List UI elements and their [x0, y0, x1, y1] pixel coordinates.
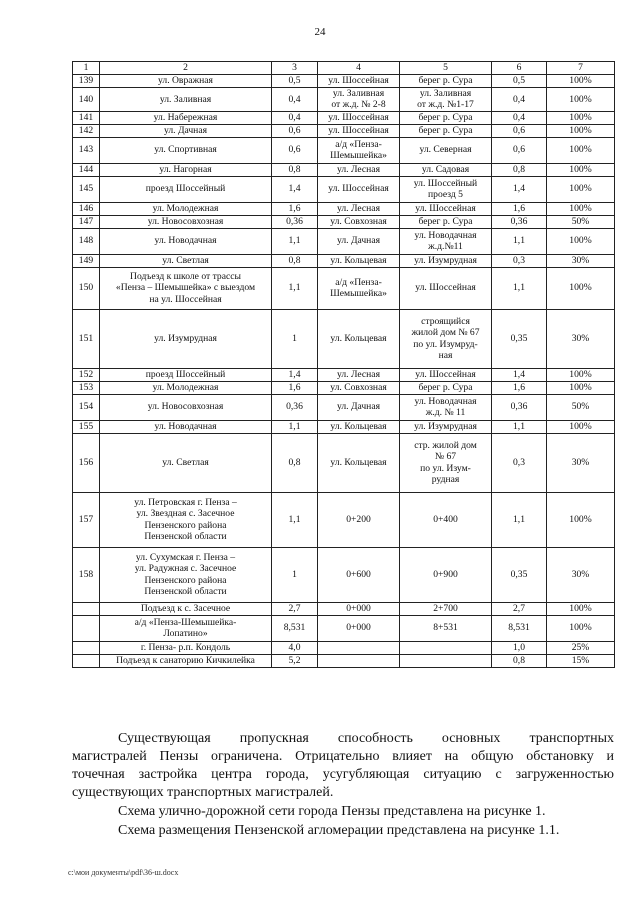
table-row — [73, 433, 615, 492]
header-cell: 3 — [272, 62, 318, 75]
table-cell-from: ул. Лесная — [318, 368, 400, 381]
table-cell-name: ул. Новосовхозная — [100, 394, 272, 420]
table-cell-num: 142 — [73, 124, 100, 137]
header-cell: 6 — [492, 62, 547, 75]
table-cell-name: ул. Сухумская г. Пенза – ул. Радужная с. Засечное Пензенского района Пензенской области — [100, 547, 272, 602]
table-cell-len: 1,1 — [272, 420, 318, 433]
table-cell-from: 0+200 — [318, 492, 400, 547]
table-cell-name: ул. Молодежная — [100, 381, 272, 394]
table-cell-from: ул. Кольцевая — [318, 433, 400, 492]
table-cell-to: 2+700 — [400, 602, 492, 615]
table-cell-pct: 100% — [547, 368, 615, 381]
table-cell-v6: 0,6 — [492, 137, 547, 163]
table-cell-from: ул. Кольцевая — [318, 254, 400, 267]
table-cell-v6: 0,3 — [492, 433, 547, 492]
table-cell-v6: 0,3 — [492, 254, 547, 267]
table-cell-from: а/д «Пенза- Шемышейка» — [318, 137, 400, 163]
page-number: 24 — [314, 26, 326, 38]
table-cell-len: 0,6 — [272, 124, 318, 137]
table-cell-len: 8,531 — [272, 615, 318, 641]
table-cell-pct: 100% — [547, 420, 615, 433]
table-cell-num: 141 — [73, 111, 100, 124]
table-row — [73, 368, 615, 381]
table-cell-name: проезд Шоссейный — [100, 176, 272, 202]
table-cell-v6: 0,4 — [492, 111, 547, 124]
table-cell-name: ул. Нагорная — [100, 163, 272, 176]
paragraph-figure-1-1: Схема размещения Пензенской агломерации представлена на рисунке 1.1. — [118, 823, 560, 838]
table-cell-name: ул. Новодачная — [100, 228, 272, 254]
table-cell-num: 154 — [73, 394, 100, 420]
table-cell-v6: 1,1 — [492, 267, 547, 309]
table-row — [73, 267, 615, 309]
table-row — [73, 75, 615, 88]
table-cell-to: берег р. Сура — [400, 124, 492, 137]
table-cell-name: ул. Изумрудная — [100, 309, 272, 368]
table-cell-num: 140 — [73, 88, 100, 112]
table-cell-to: ул. Шоссейная — [400, 368, 492, 381]
table-row — [73, 228, 615, 254]
table-cell-to: стр. жилой дом № 67 по ул. Изум- рудная — [400, 433, 492, 492]
table-cell-v6: 0,8 — [492, 654, 547, 667]
table-cell-num — [73, 602, 100, 615]
table-row — [73, 602, 615, 615]
table-row — [73, 254, 615, 267]
table-cell-num: 144 — [73, 163, 100, 176]
table-cell-num — [73, 654, 100, 667]
table-cell-len: 0,8 — [272, 163, 318, 176]
table-row — [73, 124, 615, 137]
table-cell-num: 153 — [73, 381, 100, 394]
table-cell-v6: 1,1 — [492, 492, 547, 547]
table-cell-v6: 1,6 — [492, 381, 547, 394]
table-cell-len: 1,1 — [272, 228, 318, 254]
paragraph-line: точечная застройка центра города, усугубляющая ситуацию с загруженностью — [72, 767, 614, 782]
table-cell-v6: 0,36 — [492, 215, 547, 228]
table-row — [73, 641, 615, 654]
paragraph-line: Существующая пропускная способность основных транспортных — [118, 731, 614, 746]
table-cell-len: 1,1 — [272, 267, 318, 309]
table-cell-len: 1 — [272, 547, 318, 602]
table-cell-num: 150 — [73, 267, 100, 309]
table-cell-v6: 0,35 — [492, 309, 547, 368]
table-cell-pct: 50% — [547, 394, 615, 420]
table-cell-to: 0+400 — [400, 492, 492, 547]
table-cell-from: ул. Кольцевая — [318, 309, 400, 368]
table-row — [73, 615, 615, 641]
table-cell-to: ул. Изумрудная — [400, 254, 492, 267]
table-cell-from: ул. Шоссейная — [318, 124, 400, 137]
table-cell-pct: 30% — [547, 547, 615, 602]
table-cell-len: 0,8 — [272, 433, 318, 492]
table-cell-num: 151 — [73, 309, 100, 368]
table-cell-v6: 1,6 — [492, 202, 547, 215]
table-cell-from: ул. Дачная — [318, 394, 400, 420]
table-cell-v6: 1,0 — [492, 641, 547, 654]
table-row — [73, 88, 615, 112]
table-cell-pct: 100% — [547, 615, 615, 641]
table-cell-from: ул. Заливная от ж.д. № 2-8 — [318, 88, 400, 112]
table-cell-to: ул. Шоссейный проезд 5 — [400, 176, 492, 202]
table-cell-v6: 1,1 — [492, 420, 547, 433]
table-cell-pct: 100% — [547, 111, 615, 124]
table-cell-pct: 100% — [547, 267, 615, 309]
table-cell-name: ул. Петровская г. Пенза – ул. Звездная с. Засечное Пензенского района Пензенской области — [100, 492, 272, 547]
table-cell-num: 139 — [73, 75, 100, 88]
table-cell-v6: 0,4 — [492, 88, 547, 112]
table-cell-to: берег р. Сура — [400, 215, 492, 228]
table-cell-from: ул. Кольцевая — [318, 420, 400, 433]
table-cell-pct: 100% — [547, 602, 615, 615]
table-cell-len: 1,4 — [272, 368, 318, 381]
table-cell-name: а/д «Пенза-Шемышейка- Лопатино» — [100, 615, 272, 641]
table-cell-to: 8+531 — [400, 615, 492, 641]
table-cell-to: ул. Северная — [400, 137, 492, 163]
table-cell-len: 0,4 — [272, 111, 318, 124]
table-cell-v6: 2,7 — [492, 602, 547, 615]
header-cell: 7 — [547, 62, 615, 75]
table-cell-from: 0+000 — [318, 615, 400, 641]
table-row — [73, 654, 615, 667]
table-cell-from: ул. Лесная — [318, 163, 400, 176]
table-cell-pct: 100% — [547, 75, 615, 88]
table-row — [73, 309, 615, 368]
table-cell-from — [318, 654, 400, 667]
table-cell-v6: 0,35 — [492, 547, 547, 602]
table-cell-name: ул. Новосовхозная — [100, 215, 272, 228]
table-cell-len: 1,6 — [272, 202, 318, 215]
table-cell-len: 1 — [272, 309, 318, 368]
table-cell-pct: 100% — [547, 137, 615, 163]
table-row — [73, 420, 615, 433]
table-cell-name: ул. Светлая — [100, 254, 272, 267]
table-cell-to: ул. Изумрудная — [400, 420, 492, 433]
table-cell-len: 0,36 — [272, 215, 318, 228]
table-header-row — [73, 62, 615, 75]
table-cell-len: 0,5 — [272, 75, 318, 88]
table-row — [73, 163, 615, 176]
table-cell-num — [73, 641, 100, 654]
table-cell-from: ул. Шоссейная — [318, 111, 400, 124]
table-cell-pct: 30% — [547, 309, 615, 368]
table-cell-num: 145 — [73, 176, 100, 202]
table-cell-v6: 1,1 — [492, 228, 547, 254]
table-cell-to: ул. Шоссейная — [400, 202, 492, 215]
table-cell-len: 1,1 — [272, 492, 318, 547]
table-cell-to: ул. Садовая — [400, 163, 492, 176]
table-cell-num: 148 — [73, 228, 100, 254]
table-cell-num: 158 — [73, 547, 100, 602]
file-path: c:\мои документы\pdf\36-ш.docx — [68, 868, 179, 877]
table-cell-len: 1,4 — [272, 176, 318, 202]
table-cell-pct: 30% — [547, 254, 615, 267]
table-row — [73, 202, 615, 215]
header-cell: 1 — [73, 62, 100, 75]
header-cell: 5 — [400, 62, 492, 75]
table-cell-pct: 100% — [547, 492, 615, 547]
table-row — [73, 547, 615, 602]
table-cell-to: берег р. Сура — [400, 381, 492, 394]
table-cell-num: 152 — [73, 368, 100, 381]
table-cell-len: 0,4 — [272, 88, 318, 112]
table-cell-pct: 25% — [547, 641, 615, 654]
table-row — [73, 176, 615, 202]
table-cell-num: 157 — [73, 492, 100, 547]
table-cell-pct: 100% — [547, 176, 615, 202]
table-cell-name: ул. Заливная — [100, 88, 272, 112]
table-cell-len: 4,0 — [272, 641, 318, 654]
table-cell-v6: 0,5 — [492, 75, 547, 88]
table-row — [73, 137, 615, 163]
table-cell-from: 0+000 — [318, 602, 400, 615]
table-cell-to: берег р. Сура — [400, 111, 492, 124]
table-body — [73, 62, 615, 668]
table-cell-to — [400, 641, 492, 654]
table-cell-to — [400, 654, 492, 667]
table-row — [73, 111, 615, 124]
table-cell-pct: 100% — [547, 202, 615, 215]
table-cell-num: 156 — [73, 433, 100, 492]
table-cell-from: ул. Дачная — [318, 228, 400, 254]
table-cell-len: 0,8 — [272, 254, 318, 267]
table-cell-name: ул. Набережная — [100, 111, 272, 124]
table-cell-v6: 1,4 — [492, 368, 547, 381]
table-cell-len: 5,2 — [272, 654, 318, 667]
table-cell-name: проезд Шоссейный — [100, 368, 272, 381]
table-cell-name: ул. Новодачная — [100, 420, 272, 433]
table-cell-name: г. Пенза- р.п. Кондоль — [100, 641, 272, 654]
table-cell-pct: 50% — [547, 215, 615, 228]
table-cell-from: 0+600 — [318, 547, 400, 602]
table-cell-pct: 100% — [547, 381, 615, 394]
table-cell-len: 1,6 — [272, 381, 318, 394]
table-cell-from: ул. Шоссейная — [318, 176, 400, 202]
table-cell-v6: 0,8 — [492, 163, 547, 176]
table-cell-name: ул. Молодежная — [100, 202, 272, 215]
table-cell-to: 0+900 — [400, 547, 492, 602]
table-cell-num: 146 — [73, 202, 100, 215]
table-cell-from — [318, 641, 400, 654]
table-cell-from: ул. Лесная — [318, 202, 400, 215]
table-cell-pct: 30% — [547, 433, 615, 492]
table-cell-from: ул. Совхозная — [318, 381, 400, 394]
table-cell-name: Подъезд к санаторию Кичкилейка — [100, 654, 272, 667]
table-cell-num: 147 — [73, 215, 100, 228]
table-cell-from: ул. Совхозная — [318, 215, 400, 228]
table-cell-len: 0,6 — [272, 137, 318, 163]
table-cell-name: ул. Светлая — [100, 433, 272, 492]
table-cell-num — [73, 615, 100, 641]
table-cell-name: ул. Спортивная — [100, 137, 272, 163]
table-cell-v6: 0,6 — [492, 124, 547, 137]
table-cell-name: ул. Овражная — [100, 75, 272, 88]
road-table — [72, 61, 615, 668]
table-cell-num: 155 — [73, 420, 100, 433]
table-cell-num: 143 — [73, 137, 100, 163]
table-cell-num: 149 — [73, 254, 100, 267]
table-cell-pct: 100% — [547, 88, 615, 112]
table-row — [73, 394, 615, 420]
table-cell-name: Подъезд к школе от трассы «Пенза – Шемышейка» с выездом на ул. Шоссейная — [100, 267, 272, 309]
table-cell-len: 2,7 — [272, 602, 318, 615]
table-cell-to: ул. Новодачная ж.д. № 11 — [400, 394, 492, 420]
table-cell-name: Подъезд к с. Засечное — [100, 602, 272, 615]
paragraph-line: существующих транспортных магистралей. — [72, 785, 334, 800]
header-cell: 2 — [100, 62, 272, 75]
table-cell-pct: 100% — [547, 124, 615, 137]
table-cell-v6: 8,531 — [492, 615, 547, 641]
table-cell-pct: 15% — [547, 654, 615, 667]
table-cell-name: ул. Дачная — [100, 124, 272, 137]
table-cell-to: строящийся жилой дом № 67 по ул. Изумруд- ная — [400, 309, 492, 368]
table-row — [73, 215, 615, 228]
paragraph-figure-1: Схема улично-дорожной сети города Пензы представлена на рисунке 1. — [118, 804, 546, 819]
table-cell-v6: 1,4 — [492, 176, 547, 202]
table-cell-pct: 100% — [547, 228, 615, 254]
table-row — [73, 492, 615, 547]
table-row — [73, 381, 615, 394]
paragraph-line: магистралей Пензы ограничена. Отрицательно влияет на общую обстановку и — [72, 749, 614, 764]
table-cell-to: ул. Новодачная ж.д.№11 — [400, 228, 492, 254]
table-cell-len: 0,36 — [272, 394, 318, 420]
table-cell-v6: 0,36 — [492, 394, 547, 420]
table-cell-to: ул. Шоссейная — [400, 267, 492, 309]
table-cell-to: берег р. Сура — [400, 75, 492, 88]
header-cell: 4 — [318, 62, 400, 75]
table-cell-from: ул. Шоссейная — [318, 75, 400, 88]
table-cell-from: а/д «Пенза- Шемышейка» — [318, 267, 400, 309]
table-cell-pct: 100% — [547, 163, 615, 176]
table-cell-to: ул. Заливная от ж.д. №1-17 — [400, 88, 492, 112]
